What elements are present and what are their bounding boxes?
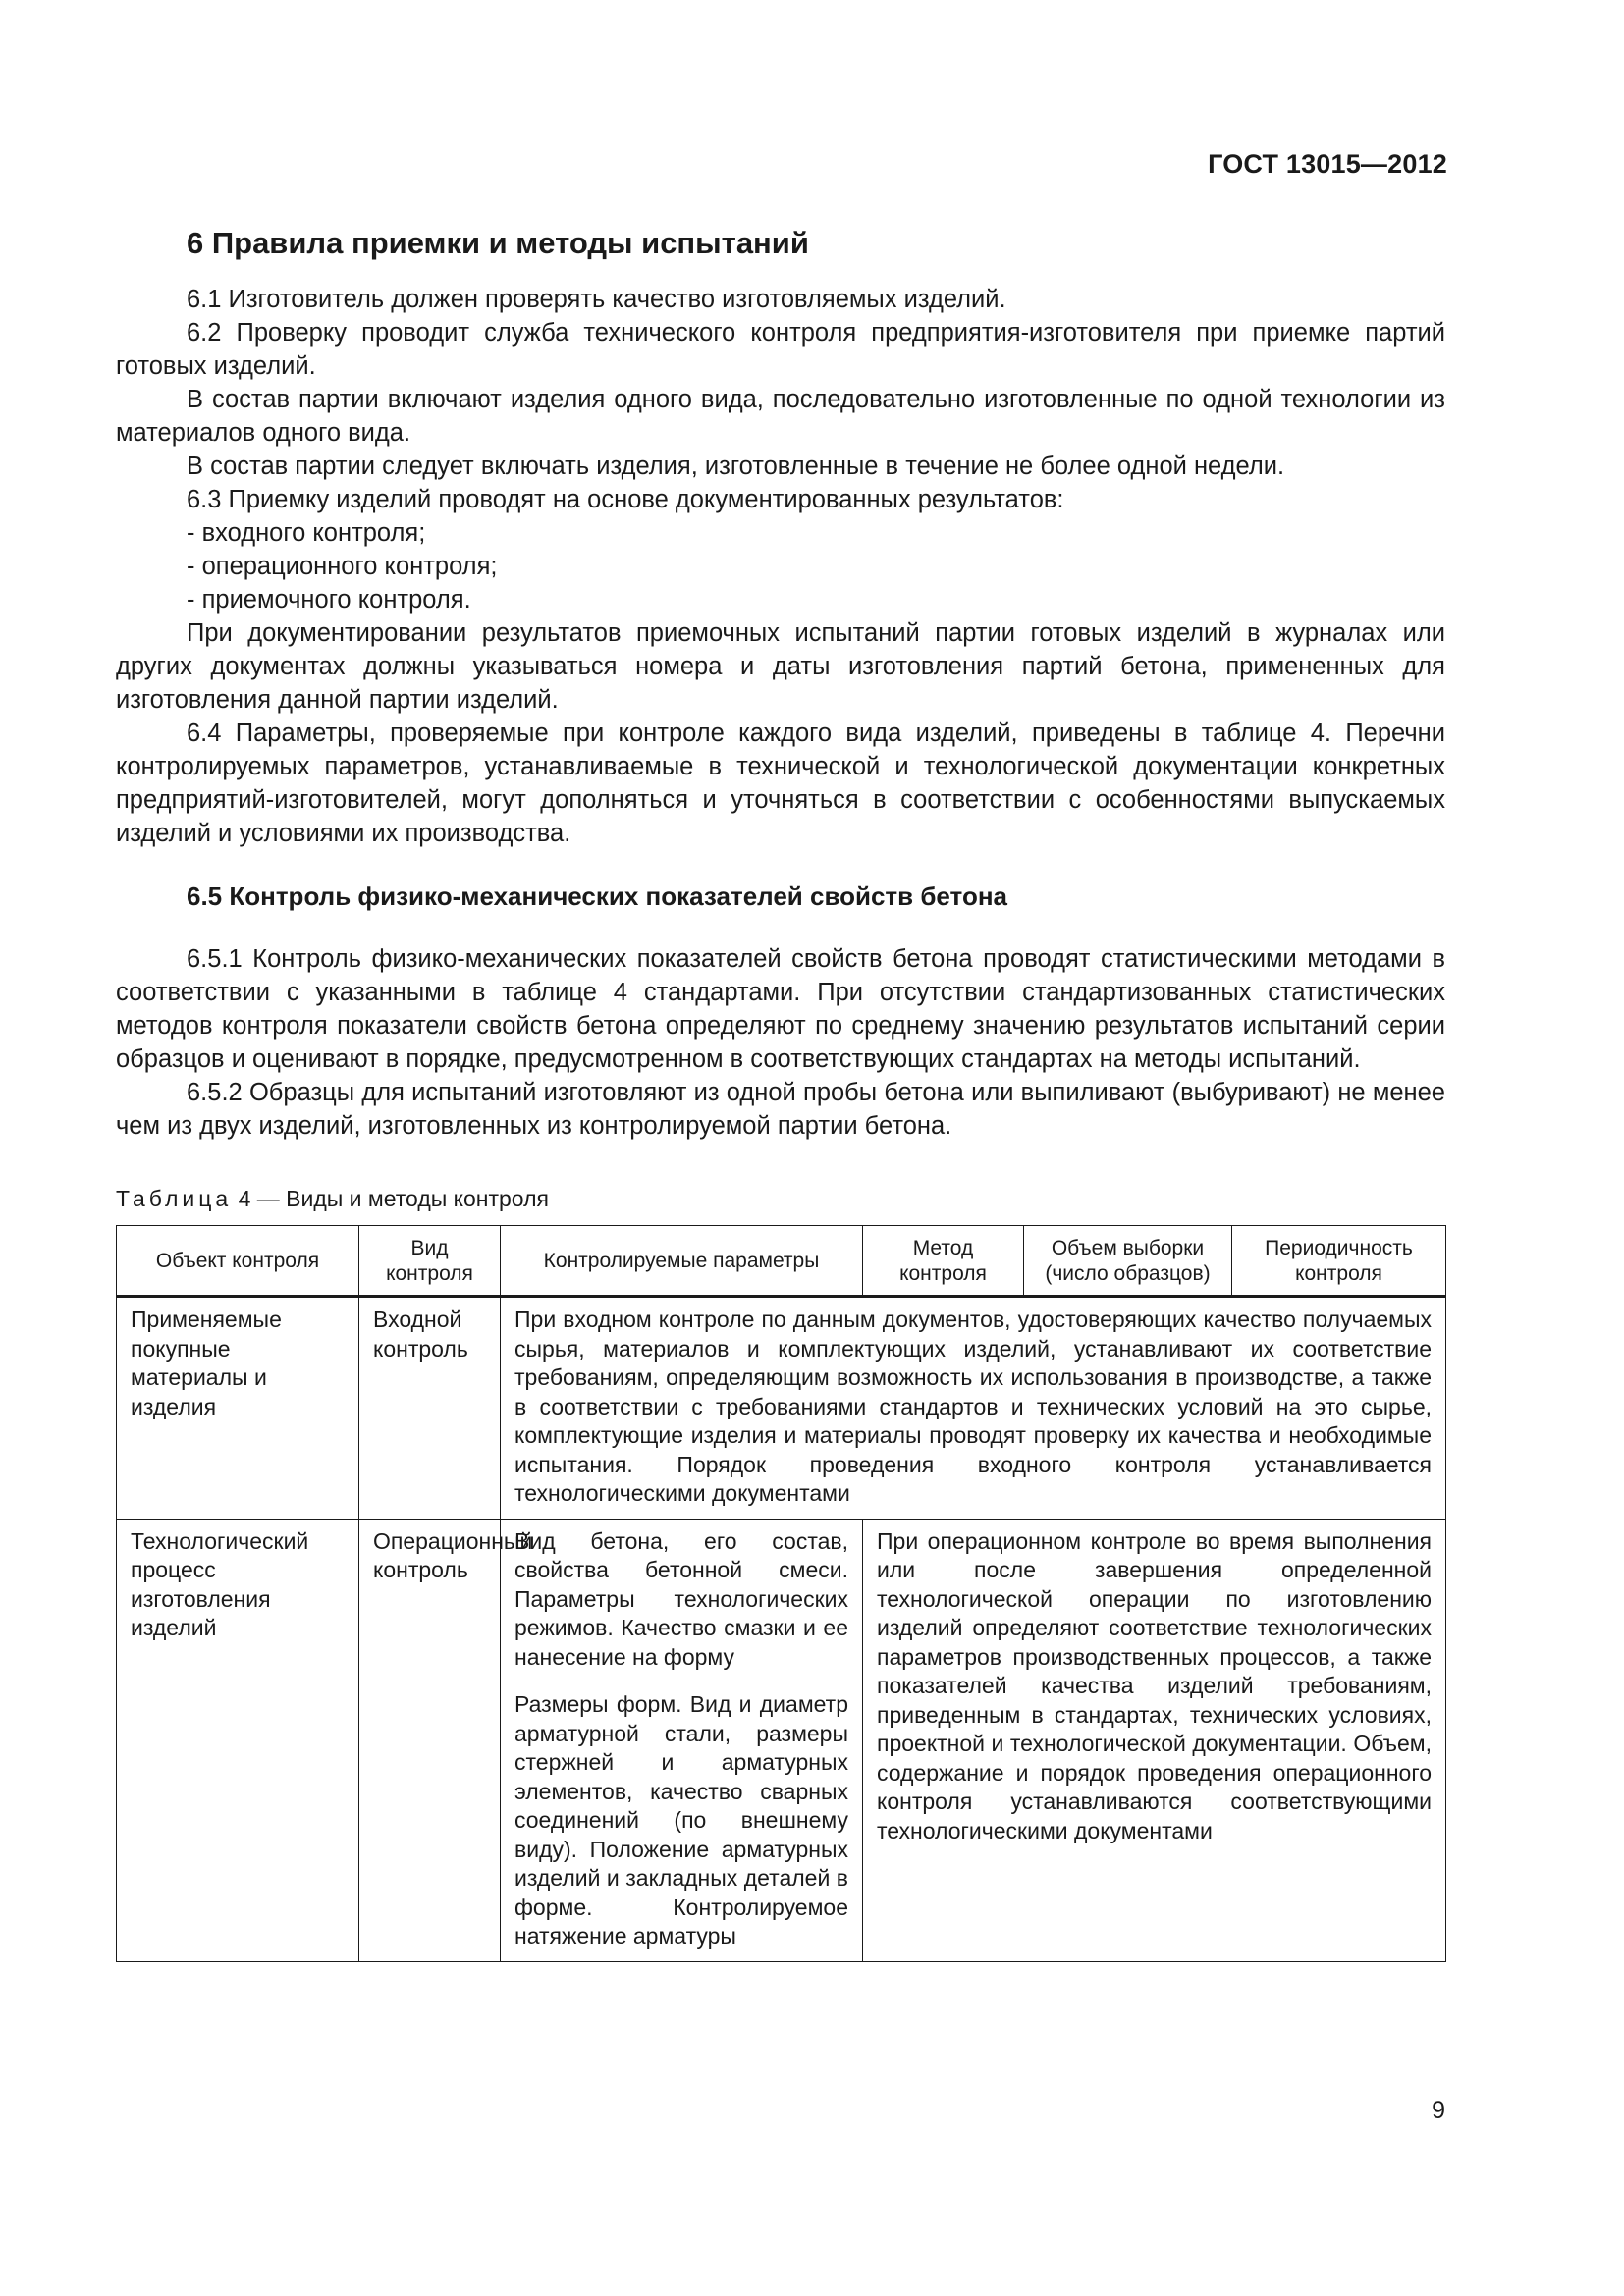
paragraph-6-2-week: В состав партии следует включать изделия, изготовленные в течение не более одной недели. (187, 453, 1285, 480)
table-row (117, 1297, 1446, 1520)
paragraph-6-5-1: 6.5.1 Контроль физико-механических показателей свойств бетона проводят статистическими методами в соответствии с указанными в таблице 4 стандартами. При отсутствии стандартизованных статистических методов контроля показатели свойств бетона определяют по среднему значению результатов испытаний серии образцов и оценивают в порядке, предусмотренном в соответствующих стандартах на методы испытаний. (116, 945, 1445, 1073)
paragraph-6-3: 6.3 Приемку изделий проводят на основе документированных результатов: (187, 486, 1064, 513)
list-item: - операционного контроля; (187, 553, 498, 580)
table-caption-text: 4 — Виды и методы контроля (232, 1186, 549, 1211)
list-item: - входного контроля; (187, 519, 426, 547)
cell-parameters: Вид бетона, его состав, свойства бетонной смеси. Параметры технологических режимов. Качество смазки и ее нанесение на форму (501, 1519, 863, 1682)
document-code: ГОСТ 13015—2012 (1208, 149, 1447, 179)
cell-description: При входном контроле по данным документов, удостоверяющих качество получаемых сырья, материалов и комплектующих изделий, устанавливают их соответствие требованиям, определяющим возможность их использования в производстве, а также в соответствии с требованиями стандартов и технических условий на это сырье, комплектующие изделия и материалы проводят проверку их качества и необходимые испытания. Порядок проведения входного контроля устанавливается технологическими документами (501, 1297, 1446, 1520)
page-content (116, 224, 1445, 1962)
paragraph-6-5-2: 6.5.2 Образцы для испытаний изготовляют из одной пробы бетона или выпиливают (выбуривают) не менее чем из двух изделий, изготовленных из контролируемой партии бетона. (116, 1079, 1445, 1140)
table-row (117, 1519, 1446, 1682)
cell-parameters: Размеры форм. Вид и диаметр арматурной стали, размеры стержней и арматурных элементов, качество сварных соединений (по внешнему виду). Положение арматурных изделий и закладных деталей в форме. Контролируемое натяжение арматуры (501, 1682, 863, 1962)
header-object: Объект контроля (117, 1226, 359, 1297)
cell-object: Применяемые покупные материалы и изделия (117, 1297, 359, 1520)
cell-kind: Входной контроль (359, 1297, 501, 1520)
header-kind: Вид контроля (359, 1226, 501, 1297)
table-caption (116, 1184, 1445, 1213)
paragraph-6-2: 6.2 Проверку проводит служба технического контроля предприятия-изготовителя при приемке партий готовых изделий. (116, 319, 1445, 380)
paragraph-6-3-documenting: При документировании результатов приемочных испытаний партии готовых изделий в журналах или других документах должны указываться номера и даты изготовления партий бетона, примененных для изготовления данной партии изделий. (116, 619, 1445, 714)
header-method: Метод контроля (863, 1226, 1024, 1297)
paragraph-6-2-batch: В состав партии включают изделия одного вида, последовательно изготовленные по одной технологии из материалов одного вида. (116, 386, 1445, 447)
header-frequency: Периодичность контроля (1232, 1226, 1446, 1297)
cell-kind: Операционный контроль (359, 1519, 501, 1961)
cell-description: При операционном контроле во время выполнения или после завершения определенной технологической операции по изготовлению изделий определяют соответствие технологических параметров производственных процессов, а также показателей качества изделий требованиям, приведенным в стандартах, технических условиях, проектной и технологической документации. Объем, содержание и порядок проведения операционного контроля устанавливаются соответствующими технологическими документами (863, 1519, 1446, 1961)
subsection-title: 6.5 Контроль физико-механических показателей свойств бетона (187, 881, 1007, 911)
paragraph-6-4: 6.4 Параметры, проверяемые при контроле каждого вида изделий, приведены в таблице 4. Перечни контролируемых параметров, устанавливаемые в технической и технологической документации конкретных предприятий-изготовителей, могут дополняться и уточняться в соответствии с особенностями выпускаемых изделий и условиями их производства. (116, 720, 1445, 847)
section-title: 6 Правила приемки и методы испытаний (187, 226, 809, 260)
page-number: 9 (1432, 2097, 1445, 2124)
paragraph-6-1: 6.1 Изготовитель должен проверять качество изготовляемых изделий. (187, 286, 1006, 313)
table-caption-word: Таблица (116, 1186, 233, 1211)
cell-object: Технологический процесс изготовления изделий (117, 1519, 359, 1961)
list-item: - приемочного контроля. (187, 586, 471, 614)
header-parameters: Контролируемые параметры (501, 1226, 863, 1297)
control-table (116, 1225, 1446, 1962)
table-header-row (117, 1226, 1446, 1297)
header-sample-size: Объем выборки (число образцов) (1024, 1226, 1232, 1297)
